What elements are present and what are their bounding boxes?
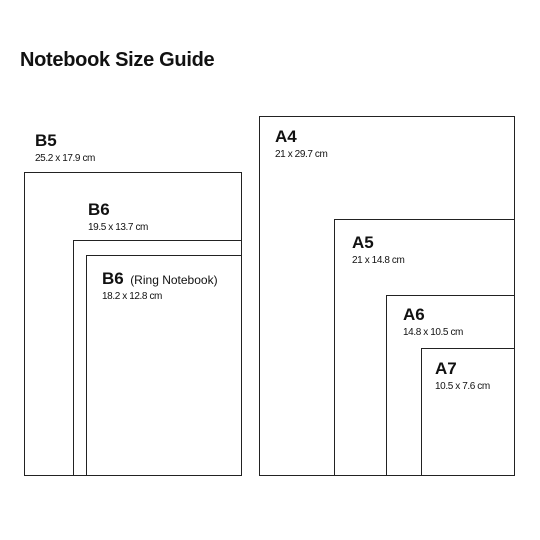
b6-label [88,201,148,233]
b6-name: B6 [88,200,110,219]
a7-label [435,360,490,392]
b6-ring-note: (Ring Notebook) [130,273,218,287]
b5-label [35,132,95,164]
a6-name: A6 [403,305,425,324]
a5-label [352,234,404,266]
b5-name: B5 [35,131,57,150]
b6-ring-label [102,270,218,302]
a6-dimensions: 14.8 x 10.5 cm [403,327,463,338]
a4-name: A4 [275,127,297,146]
a7-dimensions: 10.5 x 7.6 cm [435,381,490,392]
page-title: Notebook Size Guide [20,49,215,71]
b5-dimensions: 25.2 x 17.9 cm [35,153,95,164]
a4-dimensions: 21 x 29.7 cm [275,149,328,160]
a7-name: A7 [435,359,457,378]
a6-label [403,306,463,338]
b6-ring-dimensions: 18.2 x 12.8 cm [102,291,162,302]
b6-dimensions: 19.5 x 13.7 cm [88,222,148,233]
a5-name: A5 [352,233,374,252]
b6-ring-name: B6 [102,269,124,288]
a4-label [275,128,327,160]
a5-dimensions: 21 x 14.8 cm [352,255,405,266]
